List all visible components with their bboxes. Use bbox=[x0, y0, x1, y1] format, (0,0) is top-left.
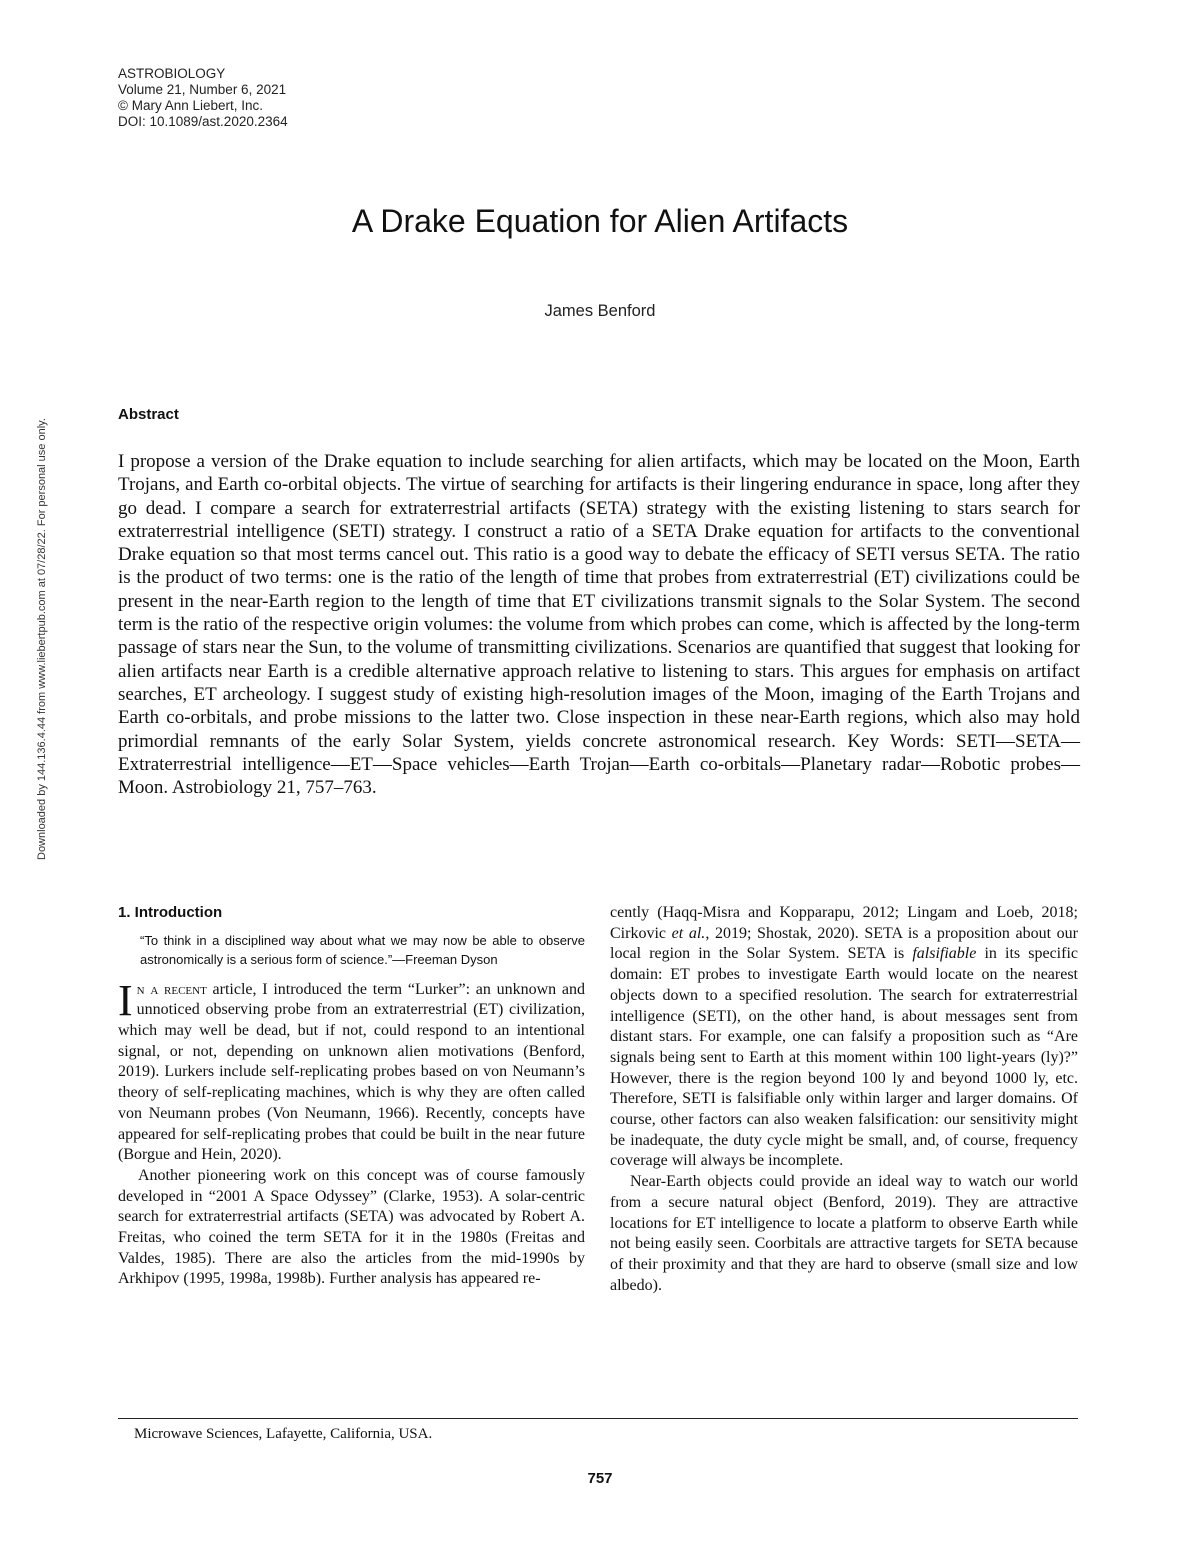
journal-copyright: © Mary Ann Liebert, Inc. bbox=[118, 98, 264, 113]
section-heading: 1. Introduction bbox=[118, 904, 223, 921]
journal-doi: DOI: 10.1089/ast.2020.2364 bbox=[118, 114, 288, 129]
lead-smallcaps: n a recent bbox=[136, 980, 207, 998]
drop-cap: I bbox=[118, 975, 133, 1025]
text-run: in its specific domain: ET probes to investigate Earth would locate on the nearest objects down to a specified resolution. The search for extraterrestrial intelligence (SETI), on the other hand, is about messages sent from distant stars. For example, one can falsify a proposition such as “Are signals being sent to Earth at this moment within 100 light-years (ly)?” However, there is the region beyond 100 ly and beyond 1000 ly, etc. Therefore, SETI is falsifiable only within larger and larger domains. Of course, other factors can also weaken falsification: our sensitivity might be inadequate, the duty cycle might be small, and, of course, frequency coverage will always be incomplete. bbox=[610, 945, 1079, 1170]
abstract-body: I propose a version of the Drake equation to include searching for alien artifacts, which may be located on the Moon, Earth Trojans, and Earth co-orbital objects. The virtue of searching for artifacts is their lingering endurance in space, long after they go dead. I compare a search for extraterrestrial artifacts (SETA) strategy with the existing listening to stars search for extraterrestrial intelligence (SETI) strategy. I construct a ratio of a SETA Drake equation for artifacts to the conventional Drake equation so that most terms cancel out. This ratio is a good way to debate the efficacy of SETI versus SETA. The ratio is the product of two terms: one is the ratio of the length of time that probes from extraterrestrial (ET) civilizations could be present in the near-Earth region to the length of time that ET civilizations transmit signals to the Solar System. The second term is the ratio of the respective origin volumes: the volume from which probes can come, which is affected by the long-term passage of stars near the Sun, to the volume of transmitting civilizations. Scenarios are quantified that suggest that looking for alien artifacts near Earth is a credible alternative approach relative to listening to stars. This argues for emphasis on artifact searches, ET archeology. I suggest study of existing high-resolution images of the Moon, imaging of the Earth Trojans and Earth co-orbitals, and probe missions to the latter two. Close inspection in these near-Earth regions, which also may hold primordial remnants of the early Solar System, yields concrete astronomical research. Key Words: SETI—SETA—Extraterrestrial intelligence—ET—Space vehicles—Earth Trojan—Earth co-orbitals—Planetary radar—Robotic probes—Moon. Astrobiology 21, 757–763. bbox=[118, 451, 1080, 799]
text-italic: falsifiable bbox=[912, 945, 977, 963]
article-author: James Benford bbox=[544, 302, 656, 320]
journal-name: ASTROBIOLOGY bbox=[118, 66, 226, 81]
text-run: , 2019; Shostak, 2020). SETA is a proposition about our local region in the Solar System. SETA is bbox=[610, 924, 1079, 963]
abstract-heading: Abstract bbox=[118, 406, 179, 423]
page-number: 757 bbox=[587, 1470, 613, 1487]
text-italic: et al. bbox=[671, 924, 706, 942]
right-column bbox=[610, 903, 1078, 1296]
intro-paragraph-1 bbox=[118, 975, 585, 1166]
intro-paragraph-3 bbox=[610, 903, 1078, 1172]
intro-paragraph-1-text: article, I introduced the term “Lurker”: an unknown and unnoticed observing probe from an extraterrestrial (ET) civilization, which may well be dead, but if not, could respond to an intentional signal, or not, depending on unknown alien motivations (Benford, 2019). Lurkers include self-replicating probes based on von Neumann’s theory of self-replicating machines, which is why they are often called von Neumann probes (Von Neumann, 1966). Recently, concepts have appeared for self-replicating probes that could be built in the near future (Borgue and Hein, 2020). bbox=[118, 980, 585, 1164]
download-watermark: Downloaded by 144.136.4.44 from www.liebertpub.com at 07/28/22. For personal use only. bbox=[36, 418, 48, 860]
left-column bbox=[118, 903, 585, 1290]
journal-volume: Volume 21, Number 6, 2021 bbox=[118, 82, 287, 97]
epigraph: “To think in a disciplined way about what we may now be able to observe astronomically is a serious form of science.”—Freeman Dyson bbox=[140, 933, 585, 968]
author-affiliation: Microwave Sciences, Lafayette, California, USA. bbox=[134, 1426, 433, 1442]
footer-divider bbox=[118, 1418, 1078, 1419]
intro-paragraph-4: Near-Earth objects could provide an ideal way to watch our world from a secure natural object (Benford, 2019). They are attractive locations for ET intelligence to locate a platform to observe Earth while not being easily seen. Coorbitals are attractive targets for SETA because of their proximity and that they are hard to observe (small size and low albedo). bbox=[610, 1173, 1078, 1294]
article-title: A Drake Equation for Alien Artifacts bbox=[351, 203, 849, 239]
text-run: cently (Haqq-Misra and Kopparapu, 2012; Lingam and Loeb, 2018; Cirkovic bbox=[610, 904, 1078, 942]
intro-paragraph-2: Another pioneering work on this concept was of course famously developed in “2001 A Space Odyssey” (Clarke, 1953). A solar-centric search for extraterrestrial artifacts (SETA) was advocated by Robert A. Freitas, who coined the term SETA for it in the 1980s (Freitas and Valdes, 1985). There are also the articles from the mid-1990s by Arkhipov (1995, 1998a, 1998b). Further analysis has appeared re- bbox=[118, 1166, 585, 1288]
journal-header bbox=[118, 66, 288, 130]
